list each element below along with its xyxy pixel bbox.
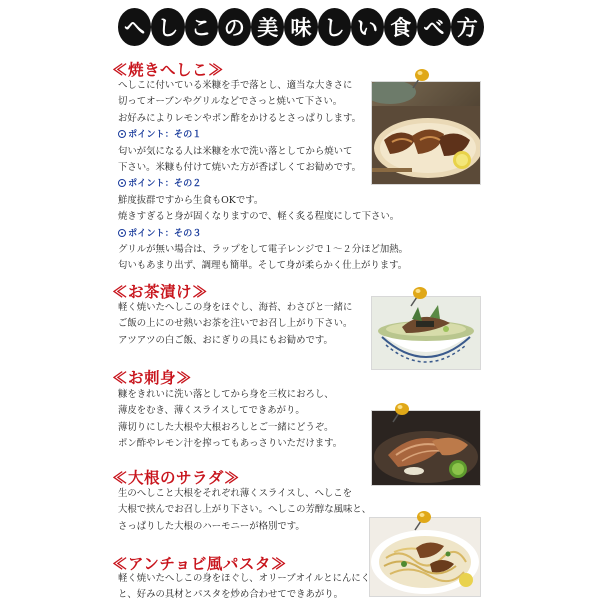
body-line: アツアツの白ご飯、おにぎりの具にもお勧めです。 [118,334,333,346]
pushpin-icon [410,508,432,534]
body-line: 糠をきれいに洗い落としてから身を三枚におろし、 [118,389,334,400]
pushpin-icon [408,66,430,92]
body-line: と、好みの具材とパスタを炒め合わせてできあがり。 [118,589,344,601]
section-heading-pasta: ≪アンチョビ風パスタ≫ [112,554,287,573]
point-bullet-icon [118,179,126,187]
section-heading-ochazuke: ≪お茶漬け≫ [112,282,209,301]
body-line: 薄皮をむき、薄くスライスしてできあがり。 [118,405,305,417]
body-line: 鮮度抜群ですから生食もOKです。 [118,194,264,206]
body-line: 薄切りにした大根や大根おろしとご一緒にどうぞ。 [118,421,334,433]
body-line: グリルが無い場合は、ラップをして電子レンジで１～２分ほど加熱。 [118,243,408,255]
section-body-ochazuke [118,300,352,349]
body-line: へしこに付いている米糠を手で落とし、適当な大きさに [118,80,353,91]
body-line: 大根で挟んでお召し上がり下さい。へしこの芳醇な風味と、 [118,504,372,516]
title-char: の [218,8,251,46]
body-line: ご飯の上にのせ熱いお茶を注いでお召し上がり下さい。 [118,318,353,330]
body-line: 軽く焼いたへしこの身をほぐし、海苔、わさびと一緒に [118,302,353,313]
body-line: 匂いもあまり出ず、調理も簡単。そして身が柔らかく仕上がります。 [118,260,408,272]
title-char: こ [185,8,218,46]
pushpin-icon [388,400,410,426]
section-body-grilled [118,78,408,275]
title-char: 方 [451,8,484,46]
body-line: さっぱりした大根のハーモニーが格別です。 [118,520,305,532]
point-bullet-icon [118,229,126,237]
section-heading-daikon-salad: ≪大根のサラダ≫ [112,468,240,487]
title-char: い [351,8,384,46]
body-line: お好みによりレモンやポン酢をかけるとさっぱりします。 [118,112,362,124]
point-label: ポイント：その２ [118,176,408,192]
point-label: ポイント：その１ [118,127,408,143]
title-char: へ [118,8,151,46]
body-line: 切ってオーブンやグリルなどでさっと焼いて下さい。 [118,96,343,108]
body-line: 生のへしこと大根をそれぞれ薄くスライスし、へしこを [118,488,353,499]
page-title [118,8,484,46]
section-heading-grilled: ≪焼きへしこ≫ [112,60,225,79]
body-line: ポン酢やレモン汁を搾ってもあっさりいただけます。 [118,438,343,450]
body-line: 下さい。米糠も付けて焼いた方が香ばしくてお勧めです。 [118,161,362,173]
point-label: ポイント：その３ [118,226,408,242]
grilled-heshiko-photo [372,82,480,184]
section-heading-sashimi: ≪お刺身≫ [112,368,193,387]
section-body-daikon-salad [118,486,371,535]
point-bullet-icon [118,130,126,138]
title-char: べ [417,8,450,46]
section-body-sashimi [118,387,342,453]
section-body-pasta [118,571,370,604]
body-line: 軽く焼いたへしこの身をほぐし、オリーブオイルとにんにく [118,573,371,584]
pushpin-icon [406,284,428,310]
body-line: 焼きすぎると身が固くなりますので、軽く炙る程度にして下さい。 [118,211,400,223]
title-char: し [318,8,351,46]
title-char: 食 [384,8,417,46]
title-char: 美 [251,8,284,46]
title-char: し [151,8,184,46]
title-char: 味 [284,8,317,46]
body-line: 匂いが気になる人は米糠を水で洗い落としてから焼いて [118,145,353,157]
